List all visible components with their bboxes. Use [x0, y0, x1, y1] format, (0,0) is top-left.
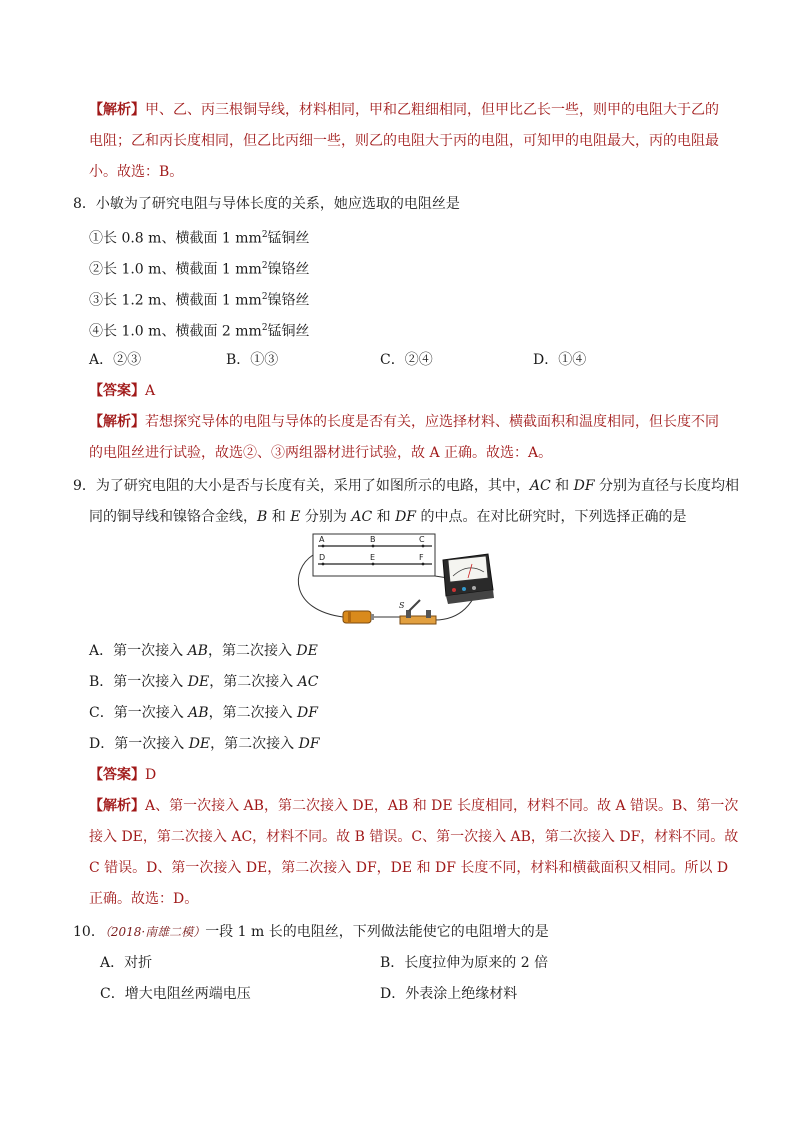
label-d: D: [319, 553, 326, 562]
q10-option-b: B．长度拉伸为原来的 2 倍: [380, 955, 549, 971]
q8-option-a: A．②③: [89, 352, 142, 368]
label-b: B: [370, 535, 376, 544]
q8-item-2: ②长 1.0 m、横截面 1 $mm^2$镍铬丝: [89, 261, 310, 278]
battery-icon: [343, 611, 374, 623]
q9-stem-line-2: 同的铜导线和镍铬合金线，B 和 E 分别为 AC 和 DF 的中点。在对比研究时，下列选择正确的是: [89, 509, 687, 525]
ammeter-icon: [443, 554, 494, 604]
switch-icon: [399, 600, 436, 624]
q8-option-d: D．①④: [533, 352, 587, 368]
q9-option-a: A．第一次接入 AB，第二次接入 DE: [89, 643, 318, 659]
label-e: E: [370, 553, 376, 562]
q9-option-b: B．第一次接入 DE，第二次接入 AC: [89, 674, 319, 690]
q10-option-a: A．对折: [100, 955, 153, 971]
q9-analysis-line-3: C 错误。D、第一次接入 DE，第二次接入 DF，DE 和 DF 长度不同，材料和横截面积又相同。所以 D: [89, 860, 729, 876]
circuit-diagram: [288, 530, 498, 635]
q7-analysis-line-3: 小。故选：B。: [89, 164, 184, 180]
q7-analysis-line-1: 【解析】甲、乙、丙三根铜导线，材料相同，甲和乙粗细相同，但甲比乙长一些，则甲的电阻大于乙的: [89, 102, 719, 118]
q8-option-c: C．②④: [380, 352, 433, 368]
q9-answer: 【答案】D: [89, 767, 157, 783]
q9-option-c: C．第一次接入 AB，第二次接入 DF: [89, 705, 318, 721]
q9-analysis-line-2: 接入 DE，第二次接入 AC，材料不同。故 B 错误。C、第一次接入 AB，第二次接入 DF，材料不同。故: [89, 829, 739, 845]
q10-source: （2018·南雄二模）: [104, 925, 206, 939]
q7-analysis-line-2: 电阻；乙和丙长度相同，但乙比丙细一些，则乙的电阻大于丙的电阻，可知甲的电阻最大，丙的电阻最: [89, 133, 719, 149]
label-c: C: [419, 535, 425, 544]
q9-option-d: D．第一次接入 DE，第二次接入 DF: [89, 736, 320, 752]
q9-analysis-line-1: 【解析】A、第一次接入 AB，第二次接入 DE，AB 和 DE 长度相同，材料不同。故 A 错误。B、第一次: [89, 798, 739, 814]
label-s: S: [399, 601, 405, 610]
q8-analysis-line-1: 【解析】若想探究导体的电阻与导体的长度是否有关，应选择材料、横截面积和温度相同，但长度不同: [89, 414, 719, 430]
q8-answer: 【答案】A: [89, 383, 156, 399]
q8-option-b: B．①③: [226, 352, 279, 368]
q9-analysis-line-4: 正确。故选：D。: [89, 891, 199, 907]
label-f: F: [419, 553, 424, 562]
q8-item-1: ①长 0.8 m、横截面 1 $mm^2$锰铜丝: [89, 230, 310, 247]
q10-option-c: C．增大电阻丝两端电压: [100, 986, 251, 1002]
q9-stem-line-1: 9．为了研究电阻的大小是否与长度有关，采用了如图所示的电路，其中，AC 和 DF 分别为直径与长度均相: [73, 478, 740, 494]
analysis-tag: 【解析】: [89, 102, 145, 118]
q8-analysis-line-2: 的电阻丝进行试验，故选②、③两组器材进行试验，故 A 正确。故选：A。: [89, 445, 553, 461]
label-a: A: [319, 535, 325, 544]
q10-option-d: D．外表涂上绝缘材料: [380, 986, 518, 1002]
q10-stem: 10．（2018·南雄二模）一段 1 m 长的电阻丝，下列做法能使它的电阻增大的是: [73, 924, 549, 940]
q8-stem: 8．小敏为了研究电阻与导体长度的关系，她应选取的电阻丝是: [73, 196, 460, 212]
q8-item-3: ③长 1.2 m、横截面 1 $mm^2$镍铬丝: [89, 292, 310, 309]
q8-item-4: ④长 1.0 m、横截面 2 $mm^2$锰铜丝: [89, 323, 310, 340]
